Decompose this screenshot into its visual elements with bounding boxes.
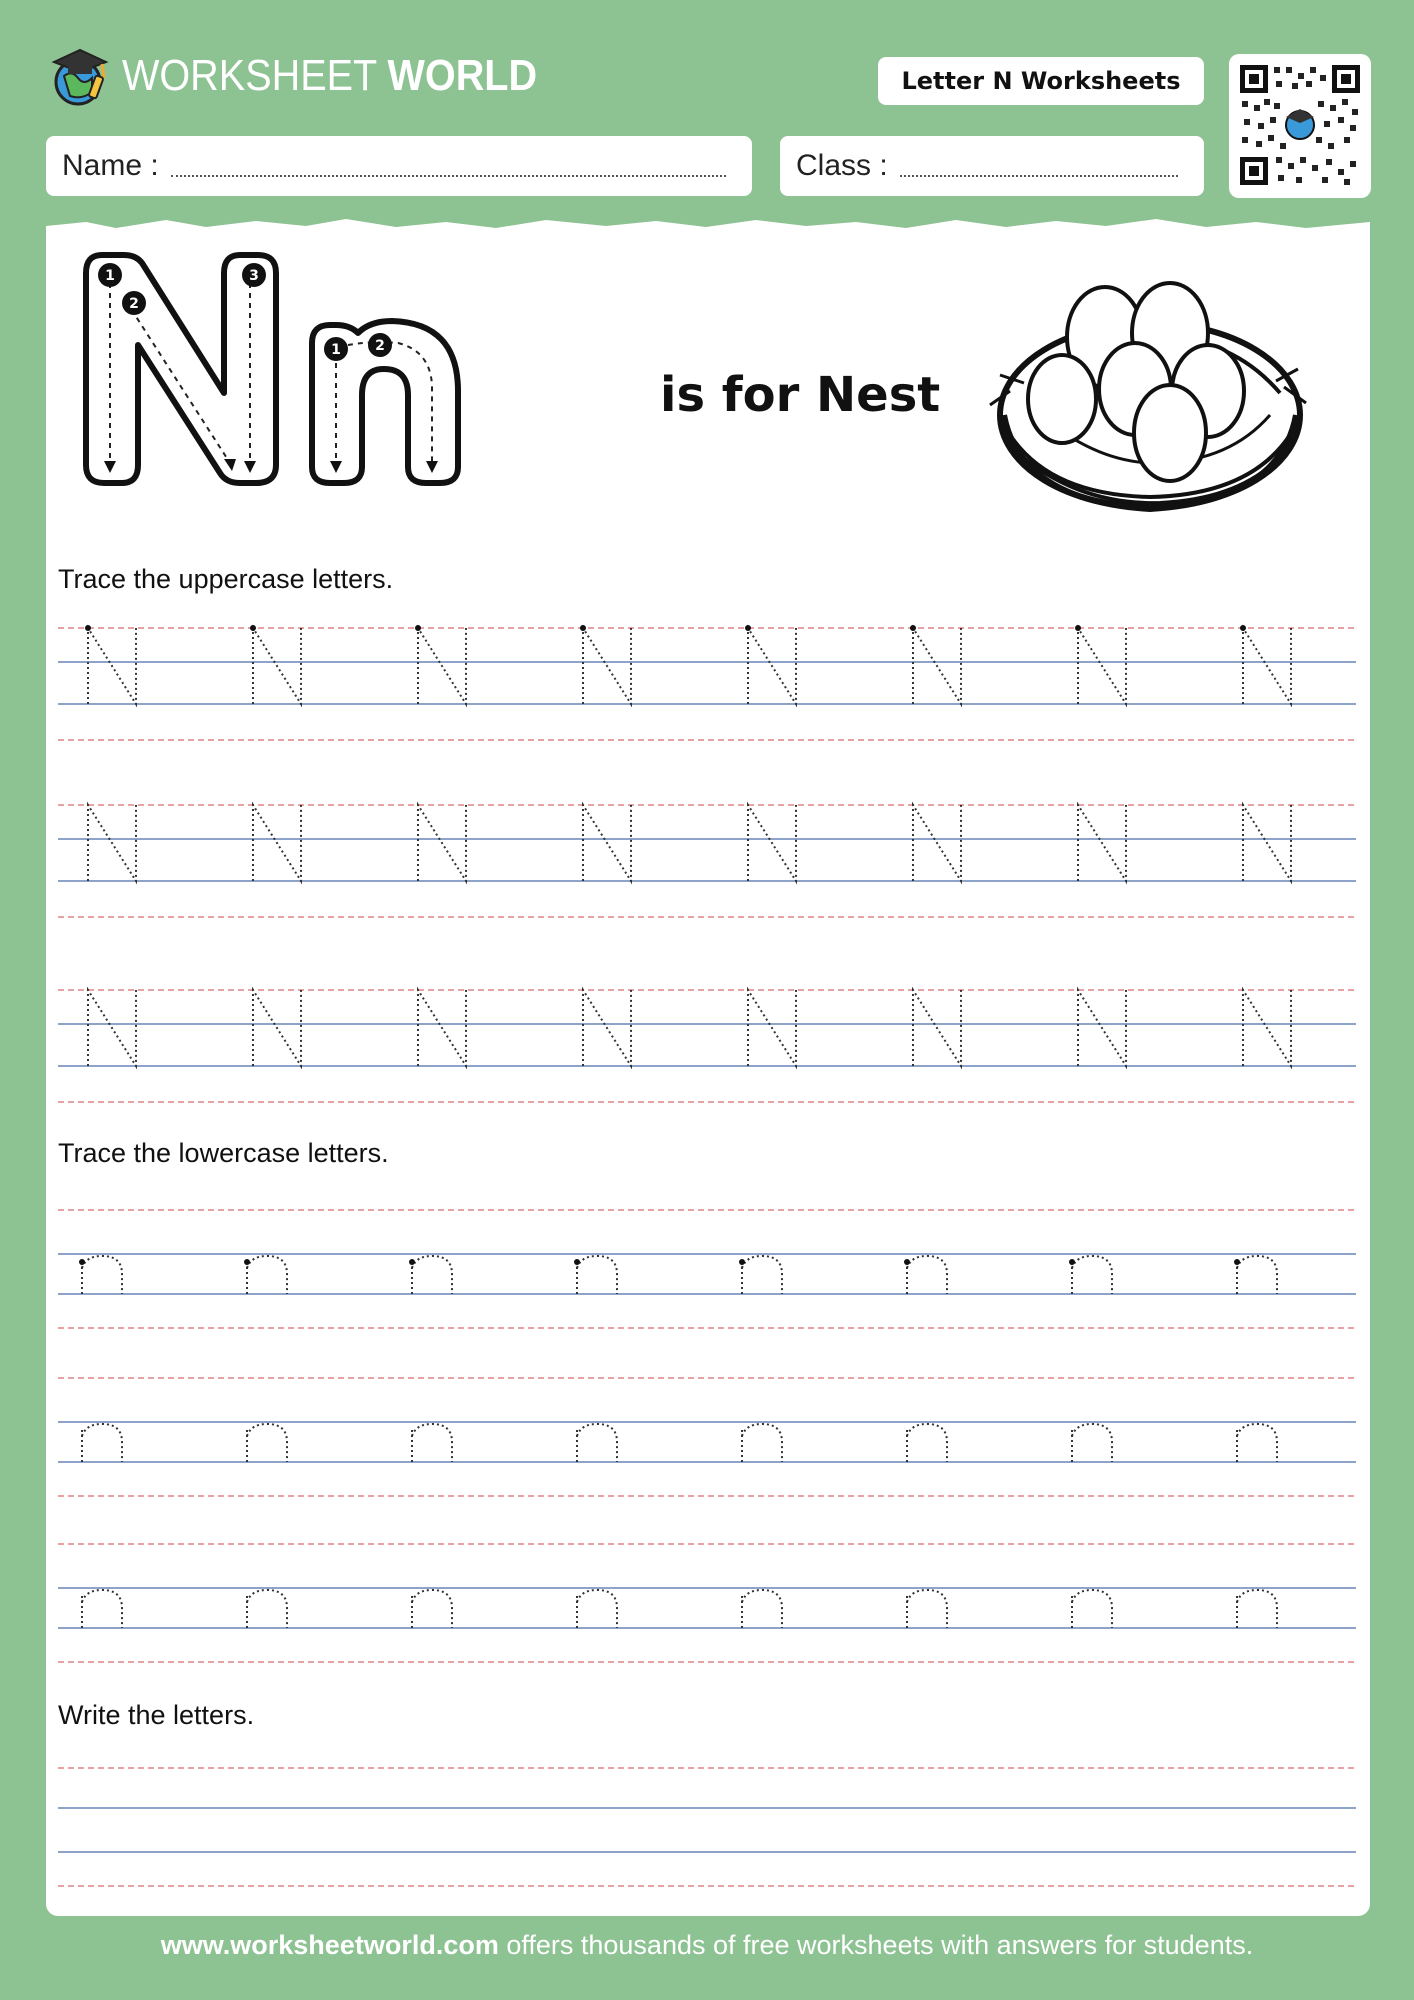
traceable-letter-n[interactable] [247, 1256, 287, 1294]
start-dot [904, 1259, 910, 1265]
traceable-letter-n[interactable] [82, 1590, 122, 1628]
stroke-number-upper-2: 2 [129, 296, 139, 312]
globe-mascot-icon [46, 42, 114, 110]
traceable-letter-N[interactable] [253, 990, 301, 1066]
uppercase-instruction: Trace the uppercase letters. [58, 564, 394, 594]
lowercase-trace-row[interactable] [58, 1370, 1356, 1500]
start-dot [250, 625, 256, 631]
traceable-letter-N[interactable] [748, 805, 796, 881]
traceable-letter-n[interactable] [82, 1424, 122, 1462]
nest-with-eggs-illustration [980, 265, 1320, 535]
write-practice-row[interactable] [58, 1760, 1356, 1900]
traceable-letter-n[interactable] [577, 1590, 617, 1628]
stroke-number-upper-1: 1 [105, 268, 115, 284]
stroke-number-upper-3: 3 [249, 268, 259, 284]
traceable-letter-n[interactable] [1237, 1256, 1277, 1294]
traceable-letter-n[interactable] [907, 1256, 947, 1294]
start-dot [574, 1259, 580, 1265]
write-instruction: Write the letters. [58, 1700, 255, 1730]
start-dot [79, 1259, 85, 1265]
traceable-letter-N[interactable] [418, 805, 466, 881]
traceable-letter-N[interactable] [1078, 628, 1126, 704]
hero-uppercase-n [86, 255, 276, 483]
class-field[interactable] [780, 136, 1204, 196]
start-dot [244, 1259, 250, 1265]
name-label: Name : [62, 149, 159, 182]
traceable-letter-n[interactable] [412, 1424, 452, 1462]
start-dot [910, 625, 916, 631]
traceable-letter-N[interactable] [88, 990, 136, 1066]
traceable-letter-N[interactable] [1078, 805, 1126, 881]
traceable-letter-N[interactable] [1243, 990, 1291, 1066]
traceable-letter-n[interactable] [247, 1590, 287, 1628]
traceable-letter-n[interactable] [1072, 1424, 1112, 1462]
class-label: Class : [796, 149, 888, 182]
traceable-letter-n[interactable] [247, 1424, 287, 1462]
torn-paper-edge [46, 214, 1370, 244]
lowercase-instruction: Trace the lowercase letters. [58, 1138, 389, 1168]
traceable-letter-N[interactable] [913, 628, 961, 704]
traceable-letter-n[interactable] [82, 1256, 122, 1294]
traceable-letter-n[interactable] [577, 1256, 617, 1294]
traceable-letter-N[interactable] [253, 628, 301, 704]
brand-name-bold: WORLD [387, 51, 538, 100]
worksheet-tag: Letter N Worksheets [878, 57, 1204, 105]
traceable-letter-n[interactable] [1237, 1590, 1277, 1628]
traceable-letter-N[interactable] [583, 990, 631, 1066]
traceable-letter-N[interactable] [913, 990, 961, 1066]
start-dot [409, 1259, 415, 1265]
brand-logo [46, 42, 583, 110]
traceable-letter-n[interactable] [1072, 1256, 1112, 1294]
traceable-letter-N[interactable] [1243, 628, 1291, 704]
footer [0, 1930, 1414, 1961]
start-dot [745, 625, 751, 631]
start-dot [85, 625, 91, 631]
qr-code-icon [1240, 65, 1360, 185]
start-dot [415, 625, 421, 631]
qr-code [1229, 54, 1371, 198]
traceable-letter-N[interactable] [88, 805, 136, 881]
start-dot [1234, 1259, 1240, 1265]
lowercase-trace-row[interactable] [58, 1202, 1356, 1332]
uppercase-trace-row[interactable] [58, 982, 1356, 1112]
traceable-letter-n[interactable] [1237, 1424, 1277, 1462]
uppercase-trace-row[interactable] [58, 620, 1356, 750]
start-dot [1240, 625, 1246, 631]
traceable-letter-n[interactable] [742, 1256, 782, 1294]
traceable-letter-n[interactable] [907, 1424, 947, 1462]
traceable-letter-N[interactable] [748, 628, 796, 704]
traceable-letter-n[interactable] [742, 1590, 782, 1628]
stroke-number-lower-2: 2 [375, 338, 385, 354]
hero-caption: is for Nest [660, 367, 941, 423]
traceable-letter-N[interactable] [583, 628, 631, 704]
uppercase-trace-row[interactable] [58, 797, 1356, 927]
hero-letters [80, 245, 480, 495]
traceable-letter-n[interactable] [907, 1590, 947, 1628]
lowercase-trace-row[interactable] [58, 1536, 1356, 1666]
start-dot [1075, 625, 1081, 631]
start-dot [580, 625, 586, 631]
traceable-letter-N[interactable] [253, 805, 301, 881]
traceable-letter-n[interactable] [412, 1590, 452, 1628]
traceable-letter-n[interactable] [742, 1424, 782, 1462]
traceable-letter-n[interactable] [412, 1256, 452, 1294]
traceable-letter-N[interactable] [418, 990, 466, 1066]
start-dot [1069, 1259, 1075, 1265]
traceable-letter-N[interactable] [1078, 990, 1126, 1066]
traceable-letter-N[interactable] [913, 805, 961, 881]
class-write-line[interactable] [900, 175, 1178, 177]
traceable-letter-N[interactable] [1243, 805, 1291, 881]
footer-text: offers thousands of free worksheets with answers for students. [498, 1930, 1254, 1960]
name-write-line[interactable] [171, 175, 726, 177]
footer-site-link[interactable]: www.worksheetworld.com [160, 1930, 499, 1960]
start-dot [739, 1259, 745, 1265]
traceable-letter-N[interactable] [88, 628, 136, 704]
traceable-letter-n[interactable] [577, 1424, 617, 1462]
traceable-letter-N[interactable] [418, 628, 466, 704]
traceable-letter-n[interactable] [1072, 1590, 1112, 1628]
stroke-number-lower-1: 1 [331, 342, 341, 358]
traceable-letter-N[interactable] [748, 990, 796, 1066]
brand-name-light: WORKSHEET [122, 51, 377, 100]
traceable-letter-N[interactable] [583, 805, 631, 881]
name-field[interactable] [46, 136, 752, 196]
